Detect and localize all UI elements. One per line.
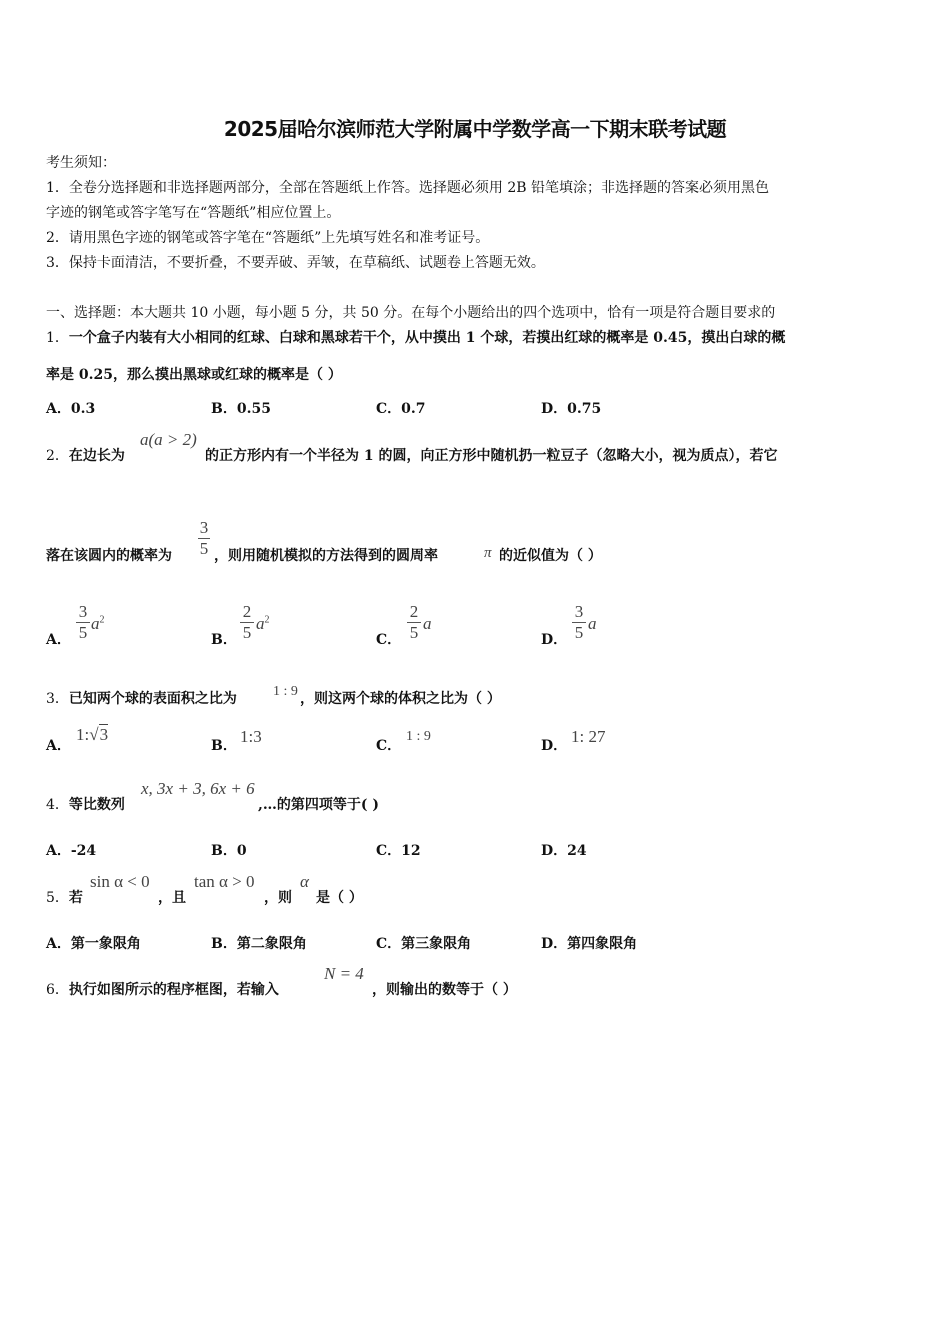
q2-option-c-frac: 2 5 (407, 603, 421, 642)
question-5-mid2: ，则 (264, 890, 292, 906)
q2-option-d-var: a (588, 614, 597, 633)
question-2-mid: ，则用随机模拟的方法得到的圆周率 (214, 548, 438, 564)
question-number: 5． (46, 890, 69, 906)
q3-option-b-value: 1:3 (240, 727, 262, 746)
q3-option-a-label: A． (46, 738, 71, 754)
question-2: 2．在边长为 (46, 448, 125, 464)
q5-option-d: D．第四象限角 (541, 936, 638, 952)
q2-fraction: 3 5 (199, 518, 209, 558)
q3-option-b-label: B． (211, 738, 237, 754)
q1-option-b: B．0.55 (211, 401, 271, 417)
q1-option-a: A．0.3 (46, 401, 96, 417)
q3-option-a-value: 1:√3 (76, 725, 109, 744)
q6-expr: N = 4 (324, 964, 364, 983)
page-title: 2025届哈尔滨师范大学附属中学数学高一下期末联考试题 (223, 117, 727, 141)
q2-option-a-frac: 3 5 (76, 603, 90, 642)
q2-option-b-frac: 2 5 (240, 603, 254, 642)
q2-pi: π (484, 545, 492, 561)
q2-option-a-var: $a^2$ (91, 614, 105, 633)
q5-condition-1: sin α < 0 (90, 872, 150, 891)
question-number: 1． (46, 330, 69, 346)
question-number: 3． (46, 691, 69, 707)
question-1-cont: 率是 0.25，那么摸出黑球或红球的概率是（ ） (46, 367, 342, 383)
question-2-end: 的近似值为（ ） (499, 548, 602, 564)
q5-option-b: B．第二象限角 (211, 936, 307, 952)
notice-item-3: 3．保持卡面清洁，不要折叠，不要弄破、弄皱，在草稿纸、试题卷上答题无效。 (46, 255, 545, 271)
question-5-mid: ，且 (158, 890, 186, 906)
q4-sequence: x, 3x + 3, 6x + 6 (141, 779, 255, 798)
notice-item-2: 2．请用黑色字迹的钢笔或答字笔在“答题纸”上先填写姓名和准考证号。 (46, 230, 490, 246)
q3-option-d-value: 1: 27 (571, 727, 606, 746)
q2-option-a-label: A． (46, 632, 71, 648)
q5-alpha: α (300, 872, 309, 891)
notice-item-1-cont: 字迹的钢笔或答字笔写在“答题纸”相应位置上。 (46, 205, 341, 221)
q5-condition-2: tan α > 0 (194, 872, 255, 891)
question-3: 3．已知两个球的表面积之比为 (46, 691, 237, 707)
q3-option-c-label: C． (376, 738, 402, 754)
q4-option-a: A．-24 (46, 843, 97, 859)
q4-option-b: B．0 (211, 843, 247, 859)
q5-option-a: A．第一象限角 (46, 936, 141, 952)
q2-expr: a(a > 2) (140, 430, 197, 449)
question-2-text: 的正方形内有一个半径为 1 的圆，向正方形中随机扔一粒豆子（忽略大小，视为质点），若它 (205, 448, 778, 464)
q1-option-c: C．0.7 (376, 401, 426, 417)
question-4-text: ,…的第四项等于( ) (258, 797, 379, 813)
question-4: 4．等比数列 (46, 797, 125, 813)
q1-option-d: D．0.75 (541, 401, 602, 417)
q2-option-c-label: C． (376, 632, 402, 648)
notice-item-1: 1．全卷分选择题和非选择题两部分，全部在答题纸上作答。选择题必须用 2B 铅笔填涂；非选择题的答案必须用黑色 (46, 180, 769, 196)
question-6-text: ，则输出的数等于（ ） (372, 982, 517, 998)
q3-option-c-value: 1 : 9 (406, 729, 431, 744)
section-heading: 一、选择题：本大题共 10 小题，每小题 5 分，共 50 分。在每个小题给出的四个选项中，恰有一项是符合题目要求的 (46, 305, 776, 321)
q3-option-d-label: D． (541, 738, 568, 754)
q2-option-b-var: $a^2$ (256, 614, 270, 633)
question-6: 6．执行如图所示的程序框图，若输入 (46, 982, 279, 998)
q2-option-c-var: a (423, 614, 432, 633)
q2-option-b-label: B． (211, 632, 237, 648)
q5-option-c: C．第三象限角 (376, 936, 472, 952)
q3-ratio: 1 : 9 (273, 684, 298, 699)
question-2-cont: 落在该圆内的概率为 (46, 548, 172, 564)
question-3-text: ，则这两个球的体积之比为（ ） (300, 691, 501, 707)
q2-option-d-label: D． (541, 632, 568, 648)
question-text: 一个盒子内装有大小相同的红球、白球和黑球若干个，从中摸出 1 个球，若摸出红球的概率是 0.45，摸出白球的概 (68, 330, 786, 346)
question-number: 4． (46, 797, 69, 813)
notice-heading: 考生须知： (46, 155, 116, 171)
question-number: 6． (46, 982, 69, 998)
q4-option-d: D．24 (541, 843, 587, 859)
q4-option-c: C．12 (376, 843, 421, 859)
question-5-end: 是（ ） (316, 890, 363, 906)
question-5: 5．若 (46, 890, 83, 906)
q2-option-d-frac: 3 5 (572, 603, 586, 642)
question-1 (46, 327, 785, 347)
question-number: 2． (46, 448, 69, 464)
